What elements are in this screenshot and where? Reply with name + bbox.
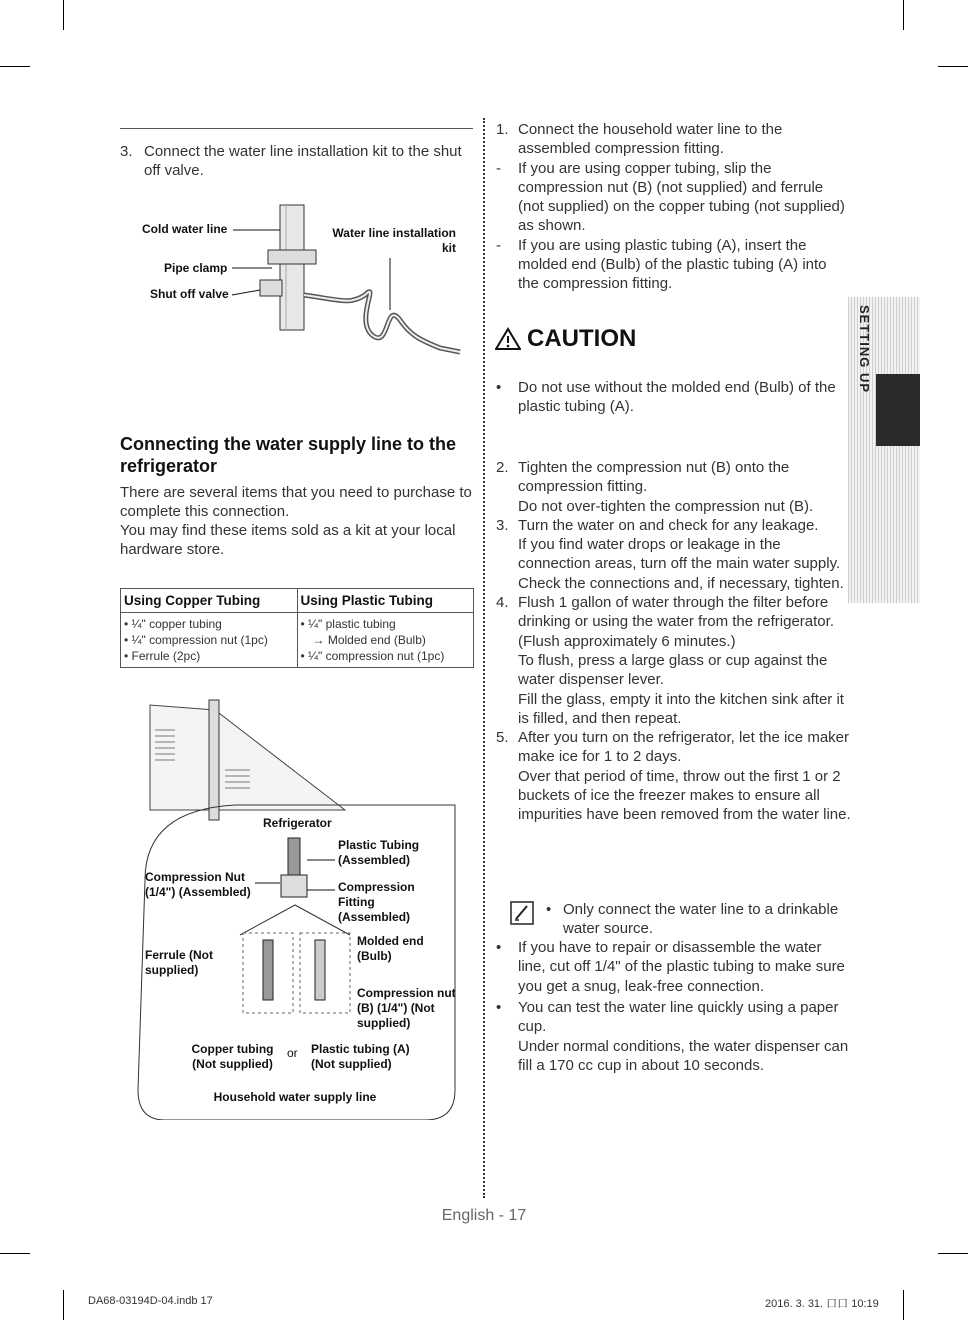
crop-mark xyxy=(63,0,64,30)
caution-text: Do not use without the molded end (Bulb) of the plastic tubing (A). xyxy=(518,379,836,416)
step-text: To flush, press a large glass or cup against the water dispenser lever. xyxy=(518,651,828,689)
section-heading: Connecting the water supply line to the refrigerator xyxy=(120,434,457,476)
label-household-line: Household water supply line xyxy=(213,1090,377,1104)
kit-paragraph: You may find these items sold as a kit at your local hardware store. xyxy=(120,522,456,558)
step-number: 1. xyxy=(496,121,509,138)
caution-heading xyxy=(495,325,636,353)
step-text: Do not over-tighten the compression nut (B). xyxy=(518,497,814,515)
step-number: 3. xyxy=(496,516,509,534)
label-ferrule: Ferrule (Not supplied) xyxy=(145,948,214,977)
crop-mark xyxy=(903,0,904,30)
label-compression-nut: Compression Nut (1/4") (Assembled) xyxy=(145,870,251,899)
list-item: • ¼" copper tubing xyxy=(124,617,222,631)
step-text: Tighten the compression nut (B) onto the compression fitting. xyxy=(518,459,790,496)
step-text: Flush 1 gallon of water through the filter before drinking or using the water from the refrigerator. (Flush approximately 6 minutes.) xyxy=(518,594,834,650)
crop-mark xyxy=(63,1290,64,1320)
shutoff-valve-figure xyxy=(140,200,470,370)
sub-item-text: If you are using plastic tubing (A), insert the molded end (Bulb) of the plastic tubing (A) into the compression fitting. xyxy=(518,236,827,293)
step-1 xyxy=(496,120,851,294)
step-text: Connect the water line installation kit to the shut off valve. xyxy=(144,143,462,179)
step-text: Over that period of time, throw out the first 1 or 2 buckets of ice the freezer makes to ensure all impurities have been removed from the water line. xyxy=(518,767,851,824)
crop-mark xyxy=(903,1290,904,1320)
step-text: Fill the glass, empty it into the kitchen sink after it is filled, and then repeat. xyxy=(518,690,844,727)
label-plastic-tubing: Plastic Tubing (Assembled) xyxy=(338,838,420,867)
label-cold-water-line: Cold water line xyxy=(142,222,228,236)
list-item: • ¼" compression nut (1pc) xyxy=(124,633,268,647)
list-item: • ¼" compression nut (1pc) xyxy=(300,649,445,663)
label-pipe-clamp: Pipe clamp xyxy=(164,261,228,275)
step-number: 5. xyxy=(496,729,509,747)
side-tab-label: SETTING UP xyxy=(857,305,872,394)
step-text: After you turn on the refrigerator, let the ice maker make ice for 1 to 2 days. xyxy=(518,729,849,766)
print-file-info: DA68-03194D-04.indb 17 xyxy=(88,1295,213,1307)
step-number: 3. xyxy=(120,143,133,160)
step-number: 4. xyxy=(496,594,509,612)
step-5 xyxy=(496,728,851,824)
label-compression-nut-b: Compression nut (B) (1/4") (Not supplied) xyxy=(357,986,456,1030)
page-number: English - 17 xyxy=(441,1207,527,1224)
tab-marker xyxy=(876,374,920,446)
label-installation-kit: Water line installation kit xyxy=(332,226,456,255)
label-refrigerator: Refrigerator xyxy=(263,816,332,830)
crop-mark xyxy=(938,66,968,67)
caution-title: CAUTION xyxy=(527,325,637,352)
intro-paragraph: There are several items that you need to purchase to complete this connection. xyxy=(120,484,472,520)
step-text: Connect the household water line to the assembled compression fitting. xyxy=(518,121,783,158)
note-text: You can test the water line quickly using a paper cup. xyxy=(518,999,839,1036)
sub-item: - If you are using copper tubing, slip the compression nut (B) (not supplied) and ferrule (not supplied) on the copper tubing (not supplied) as shown. xyxy=(496,159,851,236)
plastic-list xyxy=(297,613,474,668)
label-copper-tubing: Copper tubing (Not supplied) xyxy=(191,1042,274,1071)
step-text: If you find water drops or leakage in the connection areas, turn off the main water supply. Check the connections and, if necessary, tighten. xyxy=(518,536,844,592)
step-3 xyxy=(120,142,475,180)
column-divider xyxy=(483,118,485,1198)
label-molded-end: Molded end (Bulb) xyxy=(357,934,424,963)
caution-item: • Do not use without the molded end (Bulb) of the plastic tubing (A). xyxy=(496,378,851,417)
warning-icon xyxy=(495,327,521,351)
note-3: • You can test the water line quickly using a paper cup. Under normal conditions, the water dispenser can fill a 170 cc cup in about 10 seconds. xyxy=(496,998,851,1075)
steps-2-5 xyxy=(496,458,851,825)
header-plastic: Using Plastic Tubing xyxy=(297,589,474,613)
tubing-table xyxy=(120,588,474,668)
label-plastic-tubing-a: Plastic tubing (A) (Not supplied) xyxy=(311,1042,410,1071)
section-side-tab xyxy=(848,297,920,603)
step-3b xyxy=(496,516,851,593)
step-4 xyxy=(496,593,851,728)
crop-mark xyxy=(938,1253,968,1254)
label-compression-fitting: Compression Fitting (Assembled) xyxy=(338,880,415,924)
label-shut-off-valve: Shut off valve xyxy=(150,287,229,301)
label-or: or xyxy=(287,1046,298,1060)
note-text: Only connect the water line to a drinkable water source. xyxy=(563,901,839,938)
print-timestamp: 2016. 3. 31. 口口 10:19 xyxy=(765,1298,879,1310)
crop-mark xyxy=(0,66,30,67)
note-1: • Only connect the water line to a drinkable water source. xyxy=(546,900,851,939)
list-item: • Ferrule (2pc) xyxy=(124,649,201,663)
crop-mark xyxy=(0,1253,30,1254)
note-text: If you have to repair or disassemble the water line, cut off 1/4" of the plastic tubing to make sure you get a snug, leak-free connection. xyxy=(518,939,845,995)
copper-list xyxy=(121,613,298,668)
header-copper: Using Copper Tubing xyxy=(121,589,298,613)
list-item: • ¼" plastic tubing xyxy=(300,617,396,631)
step-number: 2. xyxy=(496,459,509,476)
note-icon xyxy=(510,901,534,925)
step-text: Turn the water on and check for any leakage. xyxy=(518,516,819,534)
connection-figure xyxy=(135,690,460,1120)
list-item: → Molded end (Bulb) xyxy=(312,633,426,647)
step-2 xyxy=(496,458,851,516)
sub-item: - If you are using plastic tubing (A), insert the molded end (Bulb) of the plastic tubing (A) into the compression fitting. xyxy=(496,236,851,294)
note-2: • If you have to repair or disassemble the water line, cut off 1/4" of the plastic tubing to make sure you get a snug, leak-free connection. xyxy=(496,938,851,996)
top-rule xyxy=(120,128,473,129)
sub-item-text: If you are using copper tubing, slip the compression nut (B) (not supplied) and ferrule (not supplied) on the copper tubing (not supplied) as shown. xyxy=(518,159,845,235)
note-text: Under normal conditions, the water dispenser can fill a 170 cc cup in about 10 seconds. xyxy=(518,1037,849,1074)
